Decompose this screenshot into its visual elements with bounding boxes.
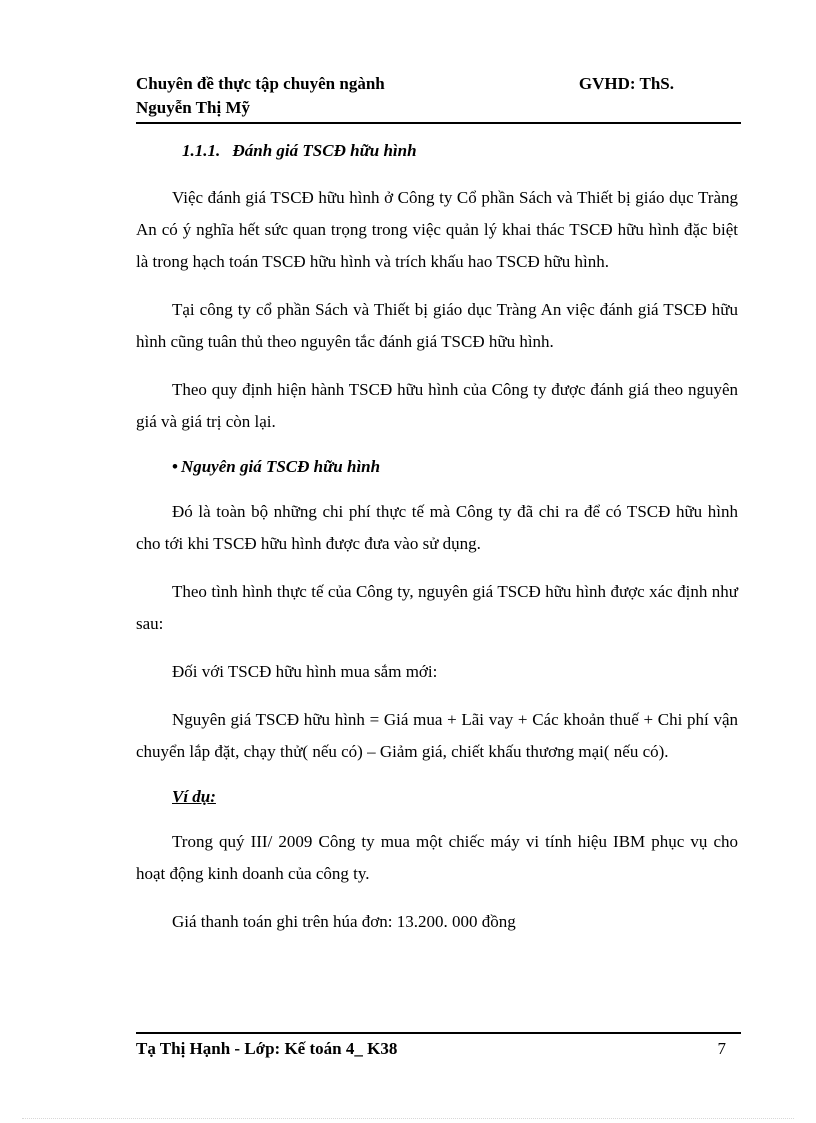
paragraph: Giá thanh toán ghi trên húa đơn: 13.200. 000 đồng (172, 912, 516, 931)
paragraph: Việc đánh giá TSCĐ hữu hình ở Công ty Cổ phần Sách và Thiết bị giáo dục Tràng An có ý nghĩa hết sức quan trọng trong việc quản lý khai thác TSCĐ hữu hình đặc biệt là trong hạch toán TSCĐ hữu hình và trích khấu hao TSCĐ hữu hình. (136, 188, 738, 271)
paragraph: Theo quy định hiện hành TSCĐ hữu hình của Công ty được đánh giá theo nguyên giá và giá trị còn lại. (136, 380, 738, 431)
paragraph: Trong quý III/ 2009 Công ty mua một chiếc máy vi tính hiệu IBM phục vụ cho hoạt động kinh doanh của công ty. (136, 832, 738, 883)
bullet-heading (172, 454, 738, 480)
footer-author: Tạ Thị Hạnh - Lớp: Kế toán 4_ K38 (136, 1039, 398, 1058)
page-header (136, 72, 741, 120)
footer-divider (136, 1032, 741, 1034)
example-label: Ví dụ: (172, 787, 216, 806)
page-footer (136, 1037, 726, 1061)
bullet-title: Nguyên giá TSCĐ hữu hình (180, 457, 381, 476)
section-heading (182, 138, 738, 164)
formula-paragraph: Nguyên giá TSCĐ hữu hình = Giá mua + Lãi vay + Các khoản thuế + Chi phí vận chuyển lắp đặt, chạy thử( nếu có) – Giảm giá, chiết khấu thương mại( nếu có). (136, 710, 738, 761)
header-supervisor-name: Nguyễn Thị Mỹ (136, 98, 250, 117)
section-number: 1.1.1. (182, 141, 221, 160)
header-divider (136, 122, 741, 124)
paragraph: Tại công ty cổ phần Sách và Thiết bị giáo dục Tràng An việc đánh giá TSCĐ hữu hình cũng tuân thủ theo nguyên tắc đánh giá TSCĐ hữu hình. (136, 300, 738, 351)
header-course-title: Chuyên đề thực tập chuyên ngành (136, 74, 385, 93)
page-edge-divider (22, 1118, 794, 1119)
paragraph: Đối với TSCĐ hữu hình mua sắm mới: (172, 662, 438, 681)
bullet-icon: • (172, 457, 178, 476)
document-body (136, 138, 738, 938)
header-supervisor-label: GVHD: ThS. (578, 74, 674, 93)
header-row (136, 72, 741, 96)
paragraph: Đó là toàn bộ những chi phí thực tế mà Công ty đã chi ra để có TSCĐ hữu hình cho tới khi TSCĐ hữu hình được đưa vào sử dụng. (136, 502, 738, 553)
paragraph: Theo tình hình thực tế của Công ty, nguyên giá TSCĐ hữu hình được xác định như sau: (136, 582, 738, 633)
page-number: 7 (717, 1039, 726, 1058)
section-title: Đánh giá TSCĐ hữu hình (232, 141, 417, 160)
